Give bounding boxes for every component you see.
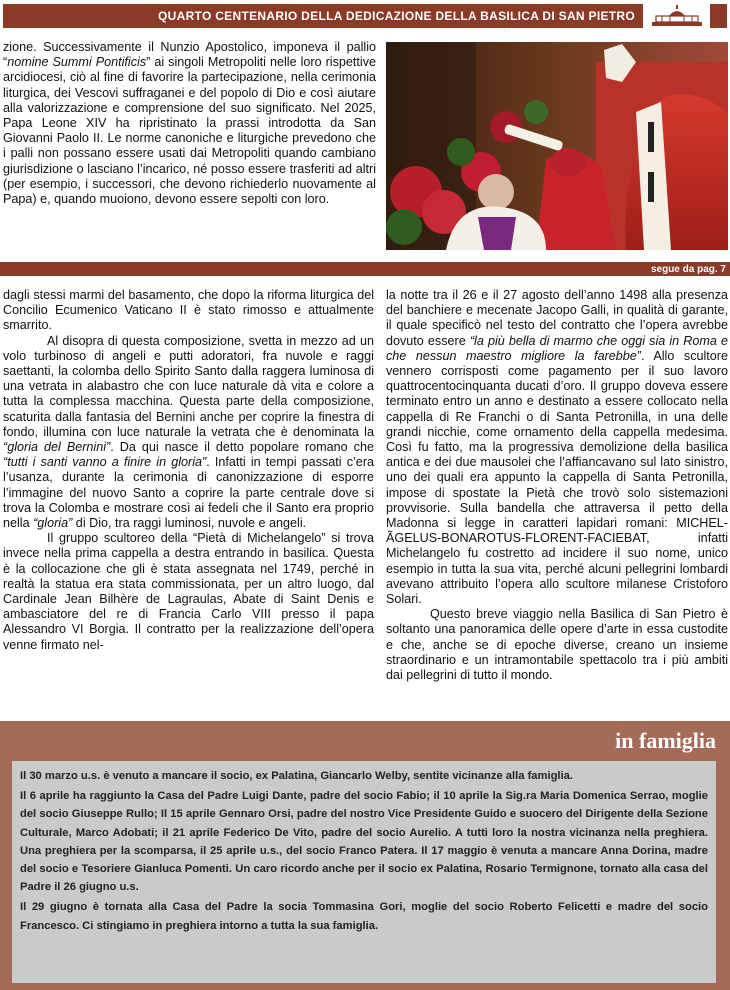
intro-paragraph — [3, 40, 376, 207]
col1-p2-text-d: di Dio, tra raggi luminosi, nuvole e angeli. — [72, 516, 307, 531]
continued-from-label: segue da pag. 7 — [650, 264, 726, 275]
col1-p2-quote-3: “gloria” — [33, 516, 73, 531]
page-header — [0, 0, 730, 36]
famiglia-item-3: Il 29 giugno è tornata alla Casa del Padre la socia Tommasina Gori, moglie del socio Roberto Felicetti e madre del socio Francesco. Ci stingiamo in preghiera intorno a tutta la sua famiglia. — [20, 901, 708, 932]
section-divider — [0, 262, 730, 276]
col2-paragraph-2: Questo breve viaggio nella Basilica di San Pietro è soltanto una panoramica delle opere d’arte in essa custodite e che, anche se di epoche diverse, creano un insieme straordinario e un intramontabile spettacolo tra i più ambiti dai pellegrini di tutto il mondo. — [386, 607, 728, 683]
famiglia-item-1: Il 30 marzo u.s. è venuto a mancare il socio, ex Palatina, Giancarlo Welby, sentite vicinanze alla famiglia. — [20, 770, 573, 782]
col1-p2-text-c: . Infatti in tempi passati c’era l’usanza, durante la cerimonia di canonizzazione di esporre l’immagine del nuovo Santo a coprire la parte centrale dove si trova la Colomba e mostrare così ai fedeli che il Santo era proprio nella — [3, 455, 375, 531]
col1-paragraph-3: Il gruppo scultoreo della “Pietà di Michelangelo” si trova invece nella prima cappella a destra entrando in basilica. Questa è la collocazione che gli è stata assegnata nel 1749, perché in realtà la statua era stata commissionata, per un altro luogo, dal Cardinale Jean Bilhère de Lagraulas, Abate di Saint Denis e ambasciatore del re di Francia Carlo VIII presso il papa Alessandro VI Borgia. Il contratto per la realizzazione dell’opera venne firmato nel- — [3, 531, 374, 652]
col1-p2-quote-2: “tutti i santi vanno a finire in gloria” — [3, 455, 207, 470]
col2-p1-text-b: . Allo scultore vennero corrisposti come pagamento per il suo lavoro quattrocentocinquanta ducati d’oro. Il gruppo doveva essere terminato entro un anno e destinato a essere collocato nella cappella di Re Franchi o di Santa Petronilla, in una delle grandi nicchie, come ornamento della cappella medesima. Così fu fatto, ma la progressiva demolizione della basilica antica e dei due mausolei che l’affiancavano sul lato sinistro, uno dei quali era appunto la cappella di Santa Petronilla, impose di spostate la Pietà che trovò solo sistemazioni provvisorie. Sulla bandella che attraversa il petto della Madonna si legge in caratteri lapidari romani: MICHEL-ÃGELUS-BONAROTUS-FLORENT-FACIEBAT, infatti Michelangelo fu costretto ad incidere il suo nome, unico esempio in tutta la sua vita, perché alcuni pellegrini lombardi avevano attribuito l’opera allo scultore milanese Cristoforo Solari. — [386, 348, 728, 607]
col1-paragraph-2 — [3, 334, 374, 532]
col2-paragraph-1 — [386, 288, 728, 607]
col1-paragraph-1: dagli stessi marmi del basamento, che dopo la riforma liturgica del Concilio Ecumenico Vaticano II è stato rimosso e attualmente smarrito. — [3, 288, 374, 333]
header-accent-block — [710, 4, 727, 28]
col1-p2-quote-1: “gloria del Bernini” — [3, 440, 111, 455]
col1-p2-text-b: . Da qui nasce il detto popolare romano che — [110, 440, 374, 455]
intro-text-b: ” ai singoli Metropoliti nelle loro rispettive arcidiocesi, ciò al fine di favorire la partecipazione, nella cerimonia liturgica, dei Vescovi suffraganei e del popolo di Dio e così aiutare alla valorizzazione e comprensione del suo significato. Nel 2025, Papa Leone XIV ha ripristinato la prassi introdotta da San Giovanni Paolo II. Le norme canoniche e liturgiche prevedono che i palli non possano essere usati dai Metropoliti quando cambiano giurisdizione o lasciano l’incarico, né posso essere trasferiti ad altri (per esempio, i successori, che devono richiederlo nuovamente al Papa) e, quando muoiono, devono essere sepolti con loro. — [3, 55, 376, 207]
col2-p1-text-a: la notte tra il 26 e il 27 agosto dell’anno 1498 alla presenza del banchiere e mecenate Jacopo Galli, in qualità di garante, il quale specificò nel testo del contratto che l’opera avrebbe dovuto essere — [386, 288, 728, 348]
header-title: QUARTO CENTENARIO DELLA DEDICAZIONE DELLA BASILICA DI SAN PIETRO — [3, 4, 643, 28]
famiglia-section — [0, 721, 730, 990]
col2-p1-quote: “la più bella di marmo che oggi sia in Roma e che nessun maestro migliore la farebbe” — [386, 333, 728, 363]
intro-text-a: zione. Successivamente il Nunzio Apostolico, imponeva il pallio “ — [3, 40, 376, 70]
article-column-right — [386, 288, 728, 683]
article-column-left — [3, 288, 374, 653]
pallium-ceremony-photo — [386, 42, 728, 250]
famiglia-title: in famiglia — [615, 728, 716, 753]
basilica-logo-icon — [648, 4, 706, 28]
famiglia-news-box — [12, 761, 716, 983]
intro-latin-phrase: nomine Summi Pontificis — [7, 55, 147, 70]
col1-p2-text-a: Al disopra di questa composizione, svetta in mezzo ad un volo turbinoso di angeli e putti adoratori, fra nuvole e raggi saettanti, la colomba dello Spirito Santo dalla raggera luminosa di una vetrata in alabastro che con luce naturale dà vita e colore a tutta la complessa macchina. Questa parte della composizione, scaturita dalla fantasia del Bernini anche per coprire la finestra di fondo, illumina con luce naturale la vetrata che è denominata la — [3, 333, 374, 439]
famiglia-item-2: Il 6 aprile ha raggiunto la Casa del Padre Luigi Dante, padre del socio Fabio; il 10 aprile la Sig.ra Maria Domenica Serrao, moglie del socio Giuseppe Rullo; Il 15 aprile Gennaro Orsi, padre del nostro Vice Presidente Guido e suocero del Dirigente della Sezione Culturale, Marco Adobati; il 21 aprile Federico De Vito, padre del socio Aurelio. A tutti loro la nostra vicinanza nella preghiera. Una preghiera per la scomparsa, il 25 aprile u.s., del socio Franco Patera. Il 17 maggio è venuta a mancare Anna Dorina, madre del socio e Tesoriere Gianluca Pomenti. Un caro ricordo anche per il socio ex Palatina, Rosario Termignone, tornato alla casa del Padre il 26 giugno u.s. — [20, 790, 708, 894]
